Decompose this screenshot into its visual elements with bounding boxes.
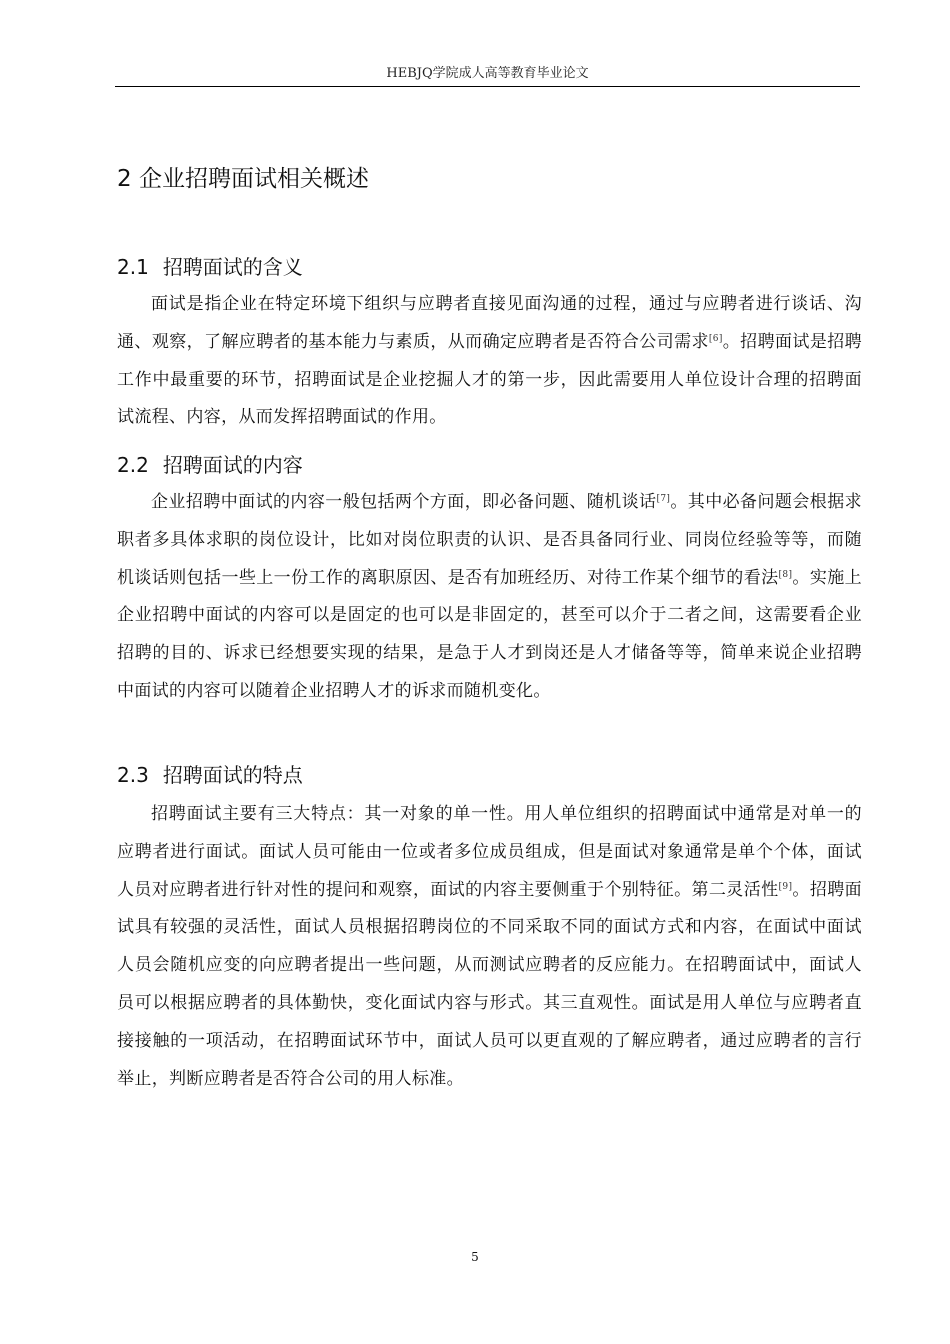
section-number: 2.3 <box>117 763 149 787</box>
paragraph-text: 面试是指企业在特定环境下组织与应聘者直接见面沟通的过程，通过与应聘者进行谈话、沟通、观察，了解应聘者的基本能力与素质，从而确定应聘者是否符合公司需求 <box>117 294 862 352</box>
page-header: HEBJQ学院成人高等教育毕业论文 <box>386 66 589 81</box>
paragraph-text: 。招聘面试是招聘工作中最重要的环节，招聘面试是企业挖掘人才的第一步，因此需要用人单位设计合理的招聘面试流程、内容，从而发挥招聘面试的作用。 <box>117 331 862 428</box>
citation-8: [8] <box>778 569 793 580</box>
section-heading-2-2 <box>117 449 303 478</box>
section-heading-2-1 <box>117 251 303 280</box>
paragraph-text: 。实施上企业招聘中面试的内容可以是固定的也可以是非固定的，甚至可以介于二者之间，这需要看企业招聘的目的、诉求已经想要实现的结果，是急于人才到岗还是人才储备等等，简单来说企业招聘中面试的内容可以随着企业招聘人才的诉求而随机变化。 <box>117 567 862 701</box>
citation-9: [9] <box>778 881 793 892</box>
chapter-title: 2 企业招聘面试相关概述 <box>117 166 369 192</box>
section-title: 招聘面试的含义 <box>162 255 303 279</box>
section-heading-2-3 <box>117 759 303 788</box>
section-title: 招聘面试的内容 <box>162 453 303 477</box>
section-title: 招聘面试的特点 <box>162 763 303 787</box>
citation-7: [7] <box>656 494 671 504</box>
citation-6: [6] <box>708 333 723 344</box>
paragraph-text: 。招聘面试具有较强的灵活性，面试人员根据招聘岗位的不同采取不同的面试方式和内容，在面试中面试人员会随机应变的向应聘者提出一些问题，从而测试应聘者的反应能力。在招聘面试中，面试人员可以根据应聘者的具体勤快，变化面试内容与形式。其三直观性。面试是用人单位与应聘者直接接触的一项活动，在招聘面试环节中，面试人员可以更直观的了解应聘者，通过应聘者的言行举止，判断应聘者是否符合公司的用人标准。 <box>117 879 862 1089</box>
paragraph-2-1 <box>117 286 862 437</box>
paragraph-text: 招聘面试主要有三大特点：其一对象的单一性。用人单位组织的招聘面试中通常是对单一的应聘者进行面试。面试人员可能由一位或者多位成员组成，但是面试对象通常是单个个体，面试人员对应聘者进行针对性的提问和观察，面试的内容主要侧重于个别特征。第二灵活性 <box>117 804 862 900</box>
paragraph-text: 企业招聘中面试的内容一般包括两个方面，即必备问题、随机谈话 <box>151 492 657 512</box>
paragraph-2-3 <box>117 796 862 1098</box>
section-number: 2.2 <box>117 453 149 477</box>
paragraph-text: 。其中必备问题会根据求职者多具体求职的岗位设计，比如对岗位职责的认识、是否具备同行业、同岗位经验等等，而随机谈话则包括一些上一份工作的离职原因、是否有加班经历、对待工作某个细节的看法 <box>117 492 862 588</box>
section-number: 2.1 <box>117 255 149 279</box>
page-number: 5 <box>471 1250 479 1264</box>
paragraph-2-2 <box>117 484 862 711</box>
header-rule <box>115 86 860 87</box>
